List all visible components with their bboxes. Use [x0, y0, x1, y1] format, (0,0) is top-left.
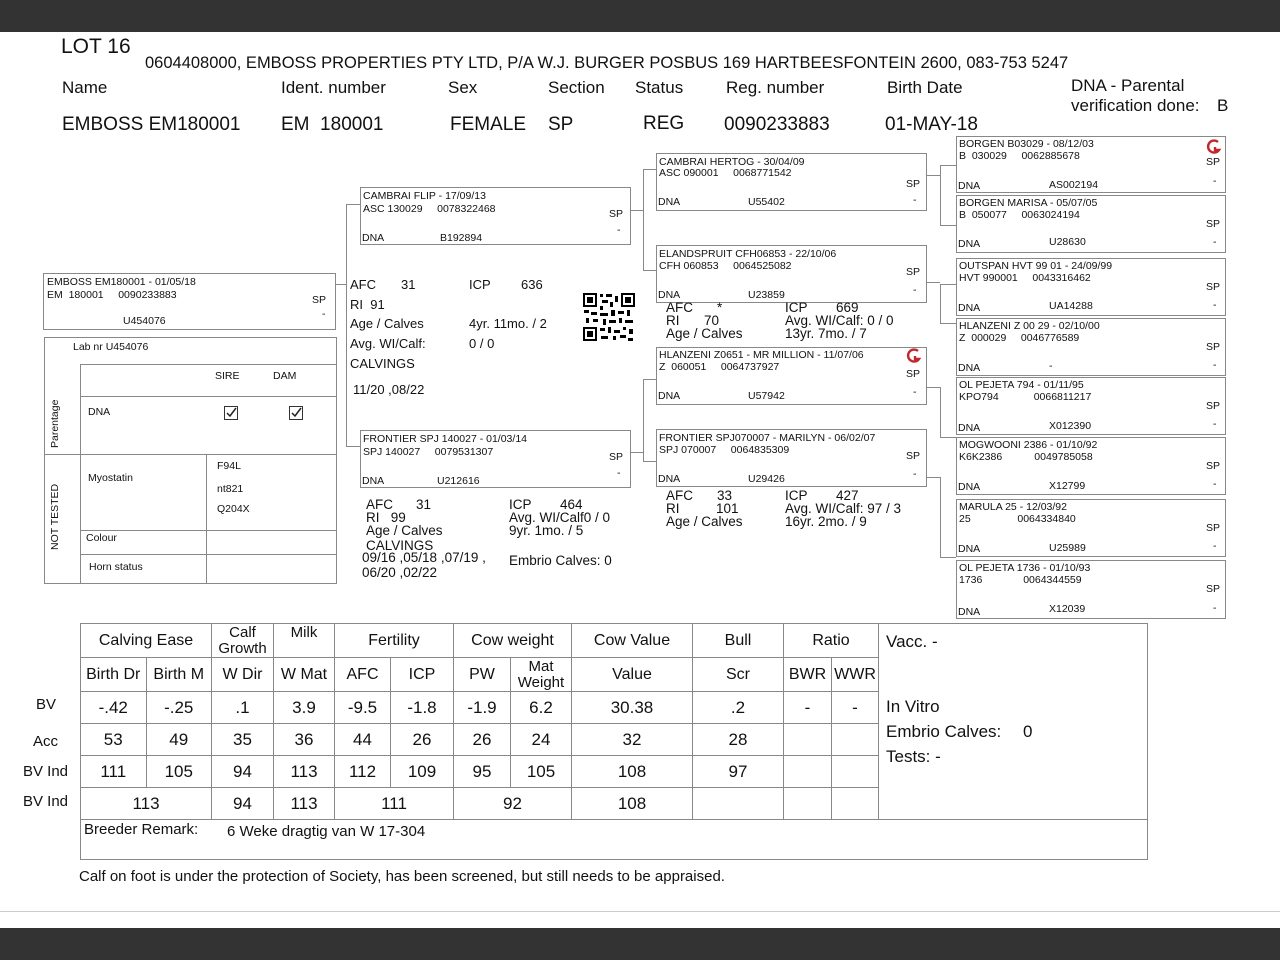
great-grandparent-box	[956, 258, 1226, 316]
bv-cell: -.42	[81, 692, 147, 724]
ind-cell: 109	[391, 756, 454, 788]
animal-name: EMBOSS EM180001	[62, 114, 241, 135]
connector	[940, 284, 941, 323]
connector	[926, 477, 940, 478]
dam-afc-label: AFC	[366, 497, 393, 512]
dam-calvings-label: CALVINGS	[366, 538, 434, 553]
ggp-dash: -	[1213, 602, 1217, 614]
ggp-ids: 1736 0064344559	[959, 574, 1082, 586]
connector	[346, 204, 347, 446]
ind2-cell: 111	[335, 788, 454, 820]
self-icp: 636	[521, 277, 543, 292]
sub-bwr: BWR	[784, 658, 832, 692]
sire-ids: ASC 130029 0078322468	[363, 203, 496, 215]
grandparent-box	[656, 245, 927, 303]
sub-wwr: WWR	[832, 658, 879, 692]
great-grandparent-box	[956, 499, 1226, 557]
ind2-cell: 94	[212, 788, 274, 820]
self-calvings: 11/20 ,08/22	[353, 382, 425, 397]
connector	[643, 169, 657, 170]
header-section: Section	[548, 78, 605, 97]
group-fertility: Fertility	[335, 624, 454, 658]
sub-afc: AFC	[335, 658, 391, 692]
acc-cell: 26	[391, 724, 454, 756]
self-dna: U454076	[123, 315, 166, 327]
sub-icp: ICP	[391, 658, 454, 692]
bv-cell: 30.38	[572, 692, 693, 724]
ggp-dash: -	[1213, 236, 1217, 248]
breeder-remark-label: Breeder Remark:	[84, 821, 199, 838]
ggp-dash: -	[1213, 359, 1217, 371]
gp-sp: SP	[906, 368, 921, 380]
gp1-icp: 669	[836, 300, 859, 315]
bv-cell: -	[832, 692, 879, 724]
gp3-avg: Avg. WI/Calf: 97 / 3	[785, 501, 902, 516]
connector	[346, 204, 360, 205]
great-grandparent-box	[956, 195, 1226, 253]
ind-cell: 111	[81, 756, 147, 788]
header-sex: Sex	[448, 78, 478, 97]
gp-dash: -	[913, 284, 917, 296]
gp-dash: -	[913, 468, 917, 480]
row-label-bv: BV	[36, 696, 57, 713]
sub-mat-weight: Mat Weight	[511, 658, 572, 692]
acc-cell	[832, 724, 879, 756]
group-cow-value: Cow Value	[572, 624, 693, 658]
gp-dna: U55402	[748, 196, 785, 208]
ggp-dash: -	[1213, 175, 1217, 187]
in-vitro: In Vitro	[886, 697, 940, 716]
ggp-title: MARULA 25 - 12/03/92	[959, 501, 1067, 513]
animal-reg: 0090233883	[724, 114, 830, 135]
ggp-dna-label: DNA	[958, 302, 981, 314]
ggp-title: BORGEN MARISA - 05/07/05	[959, 197, 1098, 209]
tests-panel	[44, 337, 337, 584]
notes-cell	[879, 624, 1148, 820]
self-pedigree-box	[43, 273, 336, 330]
connector	[940, 323, 956, 324]
gp3-ri: 101	[716, 501, 739, 516]
gp-ids: Z 060051 0064737927	[659, 361, 780, 373]
great-grandparent-box	[956, 136, 1226, 193]
gp-ids: CFH 060853 0064525082	[659, 260, 792, 272]
ggp-sp: SP	[1206, 156, 1221, 168]
society-logo-icon	[1206, 139, 1222, 158]
gp-title: FRONTIER SPJ070007 - MARILYN - 06/02/07	[659, 432, 876, 444]
gp-sp: SP	[906, 178, 921, 190]
gp1-age: 13yr. 7mo. / 7	[785, 326, 867, 341]
lab-number: Lab nr U454076	[73, 341, 149, 353]
connector	[926, 175, 940, 176]
sire-label: SIRE	[215, 370, 240, 382]
gp3-icp: 427	[836, 488, 859, 503]
sub-w-mat: W Mat	[274, 658, 335, 692]
dam-age: 9yr. 1mo. / 5	[509, 523, 584, 538]
gp3-age-label: Age / Calves	[666, 514, 743, 529]
ggp-title: OL PEJETA 794 - 01/11/95	[959, 379, 1084, 391]
sub-w-dir: W Dir	[212, 658, 274, 692]
connector	[643, 379, 657, 380]
great-grandparent-box	[956, 318, 1226, 376]
ggp-ids: K6K2386 0049785058	[959, 451, 1093, 463]
animal-birth: 01-MAY-18	[885, 114, 978, 135]
header-dna-value: B	[1217, 96, 1229, 115]
ind2-cell	[784, 788, 832, 820]
gp-dna: U29426	[748, 473, 785, 485]
self-avg: 0 / 0	[469, 336, 495, 351]
connector	[629, 210, 643, 211]
acc-cell	[784, 724, 832, 756]
ggp-dna: X12039	[1049, 603, 1086, 615]
grandparent-box	[656, 429, 927, 487]
gp1-afc: *	[717, 300, 723, 315]
gp1-age-label: Age / Calves	[666, 326, 743, 341]
bv-cell: 3.9	[274, 692, 335, 724]
breeder-remark-cell	[81, 820, 1148, 860]
group-bull: Bull	[693, 624, 784, 658]
acc-cell: 53	[81, 724, 147, 756]
ggp-ids: KPO794 0066811217	[959, 391, 1092, 403]
ind-cell: 112	[335, 756, 391, 788]
sub-birth-m: Birth M	[146, 658, 212, 692]
header-reg: Reg. number	[726, 78, 825, 97]
ind-cell: 105	[146, 756, 212, 788]
self-dash: -	[322, 308, 326, 320]
gp-sp: SP	[906, 266, 921, 278]
bv-cell: .1	[212, 692, 274, 724]
ggp-dna-label: DNA	[958, 180, 981, 192]
dam-dash: -	[617, 467, 621, 479]
sire-pedigree-box	[360, 187, 631, 245]
gp-dna-label: DNA	[658, 390, 681, 402]
sub-scr: Scr	[693, 658, 784, 692]
ggp-title: BORGEN B03029 - 08/12/03	[959, 138, 1094, 150]
ind2-cell: 113	[274, 788, 335, 820]
connector	[643, 461, 657, 462]
dam-calvings-2: 06/20 ,02/22	[362, 565, 438, 580]
ind-cell: 97	[693, 756, 784, 788]
ggp-sp: SP	[1206, 341, 1221, 353]
colour-label: Colour	[86, 532, 117, 544]
row-label-bv-ind-2: BV Ind	[23, 793, 69, 810]
ggp-dna-label: DNA	[958, 238, 981, 250]
connector	[940, 165, 956, 166]
embrio-calves-value: 0	[1023, 722, 1033, 741]
ind-cell: 108	[572, 756, 693, 788]
sire-sp: SP	[609, 208, 624, 220]
sub-birth-dr: Birth Dr	[81, 658, 147, 692]
qr-code-icon	[582, 292, 636, 342]
acc-cell: 32	[572, 724, 693, 756]
bv-cell: -.25	[146, 692, 212, 724]
ind2-cell: 113	[81, 788, 212, 820]
connector	[643, 379, 644, 461]
ggp-dna: X12799	[1049, 480, 1086, 492]
gp-dna-label: DNA	[658, 196, 681, 208]
parentage-label: Parentage	[49, 399, 61, 448]
ind-cell: 94	[212, 756, 274, 788]
ind2-cell: 92	[454, 788, 572, 820]
ind-cell: 105	[511, 756, 572, 788]
animal-section: SP	[548, 114, 574, 135]
bv-cell: .2	[693, 692, 784, 724]
owner-details: 0604408000, EMBOSS PROPERTIES PTY LTD, P/A W.J. BURGER POSBUS 169 HARTBEESFONTEIN 2600, 083-753 5247	[145, 54, 1069, 72]
lot-number: LOT 16	[61, 35, 131, 58]
ggp-title: MOGWOONI 2386 - 01/10/92	[959, 439, 1098, 451]
ggp-dna: UA14288	[1049, 300, 1093, 312]
group-calving-ease: Calving Ease	[81, 624, 212, 658]
great-grandparent-box	[956, 560, 1226, 619]
ggp-title: HLANZENI Z 00 29 - 02/10/00	[959, 320, 1100, 332]
sub-value: Value	[572, 658, 693, 692]
gp1-afc-label: AFC	[666, 300, 693, 315]
gp3-icp-label: ICP	[785, 488, 808, 503]
sire-title: CAMBRAI FLIP - 17/09/13	[363, 190, 486, 202]
ind2-cell	[693, 788, 784, 820]
dam-calvings-1: 09/16 ,05/18 ,07/19 ,	[362, 550, 486, 565]
ggp-ids: B 050077 0063024194	[959, 209, 1080, 221]
breeder-remark: 6 Weke dragtig van W 17-304	[227, 823, 426, 840]
gp-dash: -	[913, 386, 917, 398]
grandparent-box	[656, 153, 927, 211]
sire-dna-checkbox	[224, 406, 238, 420]
animal-ident: EM 180001	[281, 114, 384, 135]
ggp-ids: HVT 990001 0043316462	[959, 272, 1091, 284]
connector	[940, 477, 941, 557]
dam-dna-label: DNA	[362, 475, 385, 487]
dam-afc: 31	[416, 497, 432, 512]
header-ident: Ident. number	[281, 78, 386, 97]
dam-dna: U212616	[437, 475, 480, 487]
ind2-cell	[832, 788, 879, 820]
gp-dna-label: DNA	[658, 473, 681, 485]
connector	[940, 437, 956, 438]
self-age-label: Age / Calves	[350, 316, 424, 331]
gp-dash: -	[913, 194, 917, 206]
gp1-ri: 70	[704, 313, 720, 328]
acc-cell: 24	[511, 724, 572, 756]
ggp-dash: -	[1213, 478, 1217, 490]
dam-title: FRONTIER SPJ 140027 - 01/03/14	[363, 433, 527, 445]
ggp-dash: -	[1213, 418, 1217, 430]
bottom-bar	[0, 928, 1280, 960]
animal-sex: FEMALE	[450, 114, 527, 135]
ggp-sp: SP	[1206, 583, 1221, 595]
gp-title: CAMBRAI HERTOG - 30/04/09	[659, 156, 805, 168]
group-ratio: Ratio	[784, 624, 879, 658]
ind-cell	[784, 756, 832, 788]
self-age: 4yr. 11mo. / 2	[469, 316, 547, 331]
row-label-bv-ind: BV Ind	[23, 763, 69, 780]
connector	[926, 282, 940, 283]
header-birth: Birth Date	[887, 78, 963, 97]
ind-cell: 95	[454, 756, 511, 788]
dam-pedigree-box	[360, 430, 631, 488]
ggp-sp: SP	[1206, 281, 1221, 293]
ggp-ids: Z 000029 0046776589	[959, 332, 1080, 344]
bv-cell: -9.5	[335, 692, 391, 724]
myostatin-f94l: F94L	[217, 460, 241, 472]
acc-cell: 36	[274, 724, 335, 756]
row-label-acc: Acc	[33, 733, 59, 750]
bv-cell: -	[784, 692, 832, 724]
gp3-ri-label: RI	[666, 501, 680, 516]
acc-cell: 49	[146, 724, 212, 756]
dam-ri: RI 99	[366, 510, 406, 525]
dam-avg: Avg. WI/Calf0 / 0	[509, 510, 611, 525]
acc-cell: 28	[693, 724, 784, 756]
gp-sp: SP	[906, 450, 921, 462]
ggp-sp: SP	[1206, 522, 1221, 534]
sire-dash: -	[617, 224, 621, 236]
dam-icp: 464	[560, 497, 583, 512]
gp-ids: ASC 090001 0068771542	[659, 167, 792, 179]
connector	[926, 387, 940, 388]
self-afc: 31	[401, 277, 416, 292]
great-grandparent-box	[956, 377, 1226, 435]
connector	[643, 270, 657, 271]
gp-title: ELANDSPRUIT CFH06853 - 22/10/06	[659, 248, 837, 260]
embrio-calves-label: Embrio Calves:	[886, 722, 1002, 741]
connector	[643, 169, 644, 270]
group-calf-growth: Calf Growth	[212, 624, 274, 658]
connector	[940, 225, 956, 226]
acc-cell: 35	[212, 724, 274, 756]
ggp-dna-label: DNA	[958, 362, 981, 374]
gp-title: HLANZENI Z0651 - MR MILLION - 11/07/06	[659, 349, 864, 361]
ind2-cell: 108	[572, 788, 693, 820]
top-bar	[0, 0, 1280, 32]
acc-cell: 26	[454, 724, 511, 756]
self-sp: SP	[312, 294, 327, 306]
connector	[940, 387, 941, 437]
header-dna-1: DNA - Parental	[1071, 76, 1185, 95]
acc-cell: 44	[335, 724, 391, 756]
ggp-dna: X012390	[1049, 420, 1092, 432]
ggp-dna-label: DNA	[958, 543, 981, 555]
ggp-ids: 25 0064334840	[959, 513, 1076, 525]
gp1-ri-label: RI	[666, 313, 680, 328]
dam-age-label: Age / Calves	[366, 523, 443, 538]
connector	[940, 284, 956, 285]
grandparent-box	[656, 347, 927, 405]
ggp-title: OL PEJETA 1736 - 01/10/93	[959, 562, 1091, 574]
myostatin-q204x: Q204X	[217, 503, 250, 515]
ggp-dna: U25989	[1049, 542, 1086, 554]
connector	[346, 446, 360, 447]
header-status: Status	[635, 78, 684, 97]
not-tested-label: NOT TESTED	[49, 483, 61, 550]
ggp-sp: SP	[1206, 400, 1221, 412]
ggp-dna: -	[1049, 360, 1053, 372]
group-milk: Milk	[274, 624, 335, 658]
gp3-afc-label: AFC	[666, 488, 693, 503]
ggp-dna-label: DNA	[958, 606, 981, 618]
self-icp-label: ICP	[469, 277, 491, 292]
ggp-sp: SP	[1206, 218, 1221, 230]
header-dna-2: verification done:	[1071, 96, 1200, 115]
connector	[629, 452, 643, 453]
bv-cell: 6.2	[511, 692, 572, 724]
dam-ids: SPJ 140027 0079531307	[363, 446, 494, 458]
ggp-sp: SP	[1206, 460, 1221, 472]
ggp-dna-label: DNA	[958, 481, 981, 493]
dam-dna-checkbox	[289, 406, 303, 420]
self-title: EMBOSS EM180001 - 01/05/18	[47, 276, 196, 288]
gp3-afc: 33	[717, 488, 733, 503]
society-logo-icon	[906, 348, 922, 367]
self-calvings-label: CALVINGS	[350, 356, 415, 371]
ggp-ids: B 030029 0062885678	[959, 150, 1080, 162]
dam-sp: SP	[609, 451, 624, 463]
page-divider	[0, 911, 1280, 912]
bv-cell: -1.8	[391, 692, 454, 724]
ggp-dna: U28630	[1049, 236, 1086, 248]
self-ids: EM 180001 0090233883	[47, 289, 177, 301]
gp-dna: U23859	[748, 289, 785, 301]
gp1-avg: Avg. WI/Calf: 0 / 0	[785, 313, 894, 328]
group-cow-weight: Cow weight	[454, 624, 572, 658]
dam-label: DAM	[273, 370, 297, 382]
tests-note: Tests: -	[886, 747, 941, 766]
self-avg-label: Avg. WI/Calf:	[350, 336, 426, 351]
ggp-dash: -	[1213, 299, 1217, 311]
animal-status: REG	[643, 113, 685, 134]
self-afc-label: AFC	[350, 277, 376, 292]
vaccination: Vacc. -	[886, 632, 938, 651]
gp1-icp-label: ICP	[785, 300, 808, 315]
myostatin-label: Myostatin	[88, 472, 133, 484]
footer-note: Calf on foot is under the protection of Society, has been screened, but still needs to be appraised.	[79, 868, 725, 885]
sub-pw: PW	[454, 658, 511, 692]
gp-ids: SPJ 070007 0064835309	[659, 444, 790, 456]
gp-dna: U57942	[748, 390, 785, 402]
great-grandparent-box	[956, 437, 1226, 495]
ind-cell: 113	[274, 756, 335, 788]
ind-cell	[832, 756, 879, 788]
sire-dna: B192894	[440, 232, 483, 244]
self-ri: RI 91	[350, 297, 385, 312]
ggp-dna: AS002194	[1049, 179, 1099, 191]
sire-dna-label: DNA	[362, 232, 385, 244]
ggp-title: OUTSPAN HVT 99 01 - 24/09/99	[959, 260, 1113, 272]
bv-cell: -1.9	[454, 692, 511, 724]
dam-embrio: Embrio Calves: 0	[509, 553, 612, 568]
breeding-values-table	[80, 623, 1148, 860]
header-name: Name	[62, 78, 108, 97]
gp3-age: 16yr. 2mo. / 9	[785, 514, 867, 529]
ggp-dash: -	[1213, 540, 1217, 552]
gp-dna-label: DNA	[658, 289, 681, 301]
connector	[940, 165, 941, 225]
horn-status-label: Horn status	[89, 561, 143, 573]
myostatin-nt821: nt821	[217, 483, 244, 495]
connector	[940, 557, 956, 558]
lot-page	[0, 32, 1280, 928]
ggp-dna-label: DNA	[958, 422, 981, 434]
dna-test-label: DNA	[88, 406, 111, 418]
dam-icp-label: ICP	[509, 497, 532, 512]
